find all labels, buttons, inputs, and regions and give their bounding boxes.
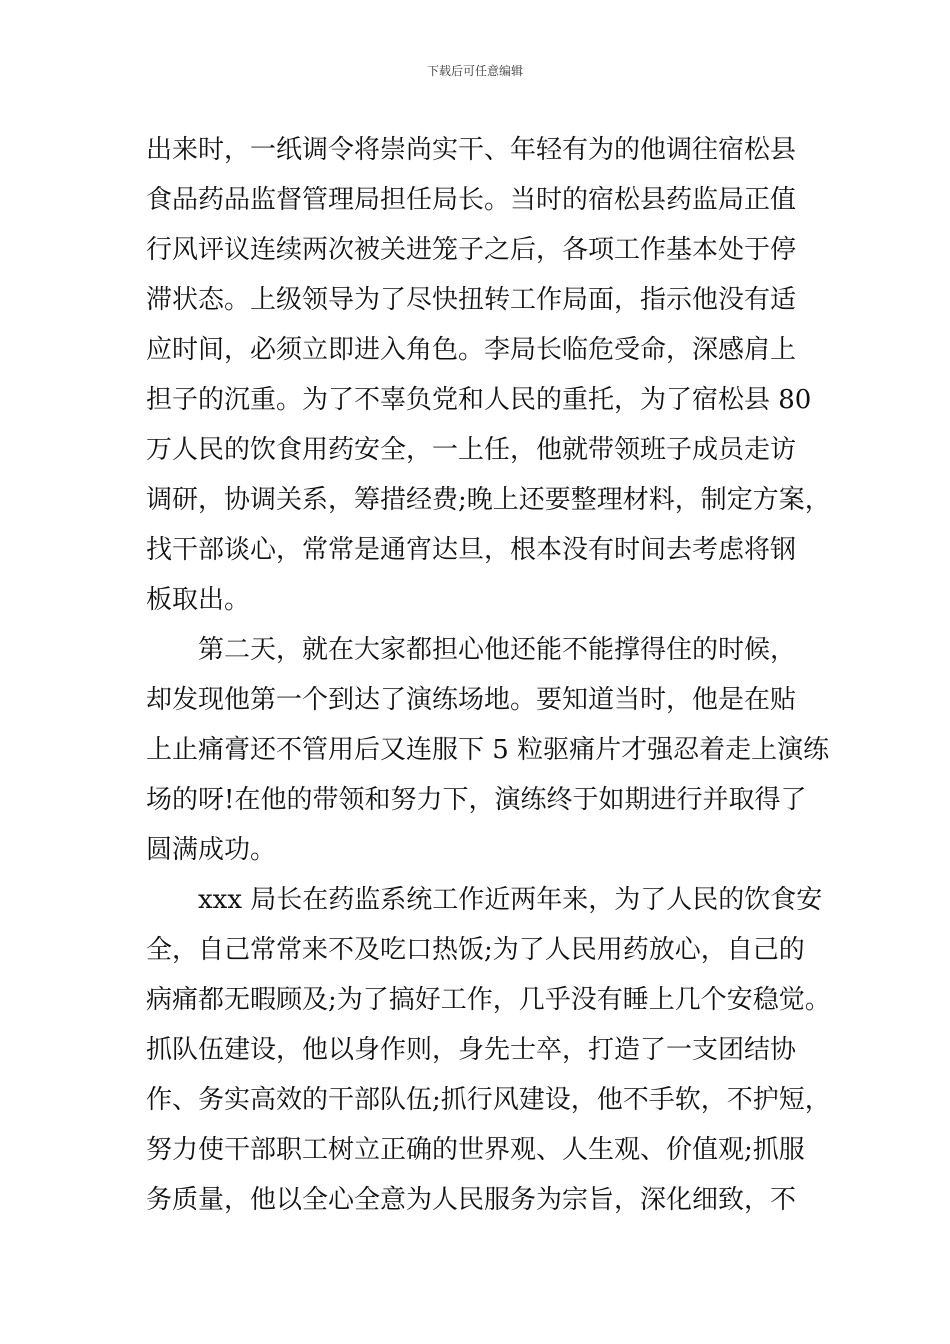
- text-line: 行风评议连续两次被关进笼子之后，各项工作基本处于停: [146, 235, 797, 265]
- document-body: [146, 125, 836, 1225]
- text-line: 作、务实高效的干部队伍;抓行风建设，他不手软，不护短，: [146, 1085, 831, 1115]
- text-line: 板取出。: [146, 585, 251, 615]
- text-line: 食品药品监督管理局担任局长。当时的宿松县药监局正值: [146, 185, 797, 215]
- page-header: 下载后可任意编辑: [426, 64, 523, 78]
- text-line: 找干部谈心，常常是通宵达旦，根本没有时间去考虑将钢: [146, 535, 797, 565]
- text-line: 却发现他第一个到达了演练场地。要知道当时，他是在贴: [146, 685, 797, 715]
- text-line: 努力使干部职工树立正确的世界观、人生观、价值观;抓服: [146, 1135, 805, 1165]
- text-line: 应时间，必须立即进入角色。李局长临危受命，深感肩上: [146, 335, 797, 365]
- text-line: 抓队伍建设，他以身作则，身先士卒，打造了一支团结协: [146, 1035, 797, 1065]
- text-line: 调研，协调关系，筹措经费;晚上还要整理材料，制定方案，: [146, 485, 831, 515]
- text-line: 病痛都无暇顾及;为了搞好工作，几乎没有睡上几个安稳觉。: [146, 985, 831, 1015]
- text-line: 上止痛膏还不管用后又连服下 5 粒驱痛片才强忍着走上演练: [146, 735, 830, 765]
- text-line: 务质量，他以全心全意为人民服务为宗旨，深化细致，不: [146, 1185, 797, 1215]
- text-line: 滞状态。上级领导为了尽快扭转工作局面，指示他没有适: [146, 285, 797, 315]
- paragraph-2: [146, 625, 836, 875]
- text-line: 万人民的饮食用药安全，一上任，他就带领班子成员走访: [146, 435, 797, 465]
- text-line: 出来时，一纸调令将崇尚实干、年轻有为的他调往宿松县: [146, 135, 797, 165]
- text-line: 圆满成功。: [146, 835, 277, 865]
- text-line: 第二天，就在大家都担心他还能不能撑得住的时候，: [198, 635, 797, 665]
- text-line: 担子的沉重。为了不辜负党和人民的重托，为了宿松县 80: [146, 385, 812, 415]
- text-line: 场的呀!在他的带领和努力下，演练终于如期进行并取得了: [146, 785, 807, 815]
- paragraph-3: [146, 875, 836, 1225]
- text-line: xxx 局长在药监系统工作近两年来，为了人民的饮食安: [198, 885, 823, 915]
- paragraph-1: [146, 125, 836, 625]
- text-line: 全，自己常常来不及吃口热饭;为了人民用药放心，自己的: [146, 935, 805, 965]
